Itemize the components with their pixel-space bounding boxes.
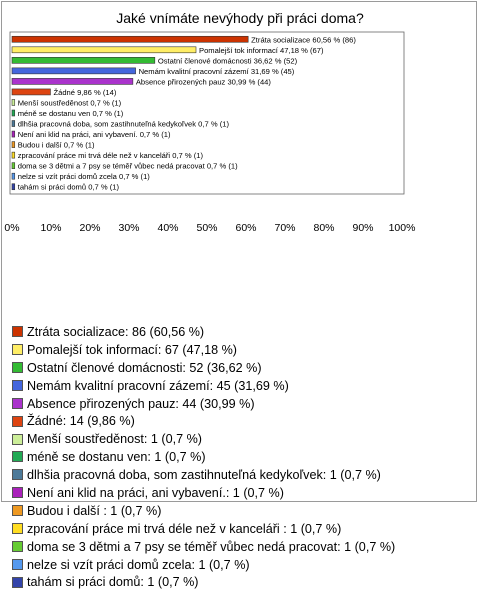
bar-label-13: nelze si vzít práci domů zcela 0,7 % (1) — [17, 172, 150, 182]
legend-label: zpracování práce mi trvá déle než v kanceláři : 1 (0,7 %) — [27, 521, 342, 536]
legend-item-3 — [12, 378, 474, 396]
x-tick-label-3: 30% — [118, 222, 140, 234]
legend-item-6 — [12, 431, 474, 449]
x-tick-label-6: 60% — [235, 222, 257, 234]
bar-label-4: Absence přirozených pauz 30,99 % (44) — [135, 77, 271, 87]
legend-swatch — [12, 487, 23, 498]
legend-label: Není ani klid na práci, ani vybavení.: 1 (0,7 %) — [27, 486, 284, 501]
bar-0 — [12, 36, 248, 42]
bar-label-9: Není ani klid na práci, ani vybavení. 0,7 % (1) — [17, 130, 171, 140]
legend-label: Žádné: 14 (9,86 %) — [27, 414, 135, 429]
legend-swatch — [12, 434, 23, 445]
x-tick-label-9: 90% — [352, 222, 374, 234]
legend-item-9 — [12, 485, 474, 503]
chart-title: Jaké vnímáte nevýhody při práci doma? — [116, 10, 364, 26]
bar-label-3: Nemám kvalitní pracovní zázemí 31,69 % (45) — [138, 66, 295, 76]
legend-label: tahám si práci domů: 1 (0,7 %) — [27, 575, 199, 590]
x-tick-label-7: 70% — [274, 222, 296, 234]
legend-swatch — [12, 416, 23, 427]
legend-label: Ztráta socializace: 86 (60,56 %) — [27, 325, 205, 339]
legend-item-12 — [12, 539, 474, 557]
bar-label-5: Žádné 9,86 % (14) — [53, 87, 117, 97]
legend-swatch — [12, 451, 23, 462]
bar-11 — [12, 152, 15, 158]
bar-10 — [12, 142, 15, 148]
x-tick-label-2: 20% — [79, 222, 101, 234]
legend-item-4 — [12, 396, 474, 414]
legend-label: Absence přirozených pauz: 44 (30,99 %) — [27, 396, 255, 411]
legend-swatch — [12, 469, 23, 480]
x-tick-label-8: 80% — [313, 222, 335, 234]
bar-label-6: Menší soustředěnost 0,7 % (1) — [17, 98, 122, 108]
bar-2 — [12, 57, 155, 63]
legend-swatch — [12, 577, 23, 588]
legend-item-2 — [12, 360, 474, 378]
bar-label-8: dlhšia pracovná doba, som zastihnuteľná kedykoľvek 0,7 % (1) — [17, 119, 229, 129]
legend-item-5 — [12, 413, 474, 431]
bar-label-12: doma se 3 dětmi a 7 psy se téměř vůbec nedá pracovat 0,7 % (1) — [17, 161, 238, 171]
legend-swatch — [12, 505, 23, 516]
legend-item-13 — [12, 557, 474, 575]
bar-14 — [12, 184, 15, 190]
bar-label-7: méně se dostanu ven 0,7 % (1) — [17, 109, 124, 118]
legend-item-10 — [12, 503, 474, 521]
legend-swatch — [12, 362, 23, 373]
legend-swatch — [12, 380, 23, 391]
legend-item-11 — [12, 521, 474, 539]
legend-swatch — [12, 398, 23, 409]
bar-13 — [12, 173, 15, 179]
bar-5 — [12, 89, 50, 95]
legend-label: Pomalejší tok informací: 67 (47,18 %) — [27, 342, 237, 357]
legend-label: Ostatní členové domácnosti: 52 (36,62 %) — [27, 360, 262, 375]
legend-label: méně se dostanu ven: 1 (0,7 %) — [27, 450, 206, 465]
legend-label: nelze si vzít práci domů zcela: 1 (0,7 %) — [27, 557, 250, 572]
bar-9 — [12, 131, 15, 137]
legend-swatch — [12, 344, 23, 355]
bar-7 — [12, 110, 15, 116]
legend-swatch — [12, 326, 23, 337]
legend-label: Budou i další : 1 (0,7 %) — [27, 503, 162, 518]
legend-swatch — [12, 559, 23, 570]
legend-label: Nemám kvalitní pracovní zázemí: 45 (31,69 %) — [27, 378, 289, 393]
bar-label-2: Ostatní členové domácnosti 36,62 % (52) — [157, 56, 298, 66]
legend-item-1 — [12, 342, 474, 360]
legend-label: Menší soustředěnost: 1 (0,7 %) — [27, 432, 202, 447]
bar-label-10: Budou i další 0,7 % (1) — [17, 140, 95, 150]
bar-12 — [12, 163, 15, 169]
legend-label: dlhšia pracovná doba, som zastihnuteľná kedykoľvek: 1 (0,7 %) — [27, 468, 381, 483]
bar-label-0: Ztráta socializace 60,56 % (86) — [251, 35, 356, 45]
legend-item-7 — [12, 449, 474, 467]
bar-3 — [12, 68, 136, 74]
legend-item-14 — [12, 574, 474, 592]
bar-label-11: zpracování práce mi trvá déle než v kanceláři 0,7 % (1) — [17, 151, 204, 161]
chart-legend — [12, 324, 474, 592]
bar-1 — [12, 47, 196, 53]
legend-item-0 — [12, 324, 474, 342]
legend-item-8 — [12, 467, 474, 485]
x-tick-label-1: 10% — [40, 222, 62, 234]
bar-label-1: Pomalejší tok informací 47,18 % (67) — [199, 45, 324, 55]
bar-8 — [12, 121, 15, 127]
x-tick-label-4: 40% — [157, 222, 179, 234]
legend-swatch — [12, 523, 23, 534]
legend-label: doma se 3 dětmi a 7 psy se téměř vůbec nedá pracovat: 1 (0,7 %) — [27, 539, 396, 554]
x-tick-label-0: 0% — [4, 222, 20, 234]
bar-4 — [12, 78, 133, 84]
x-tick-label-10: 100% — [388, 222, 416, 234]
bar-6 — [12, 99, 15, 105]
x-tick-label-5: 50% — [196, 222, 218, 234]
bar-label-14: tahám si práci domů 0,7 % (1) — [17, 182, 120, 192]
legend-swatch — [12, 541, 23, 552]
